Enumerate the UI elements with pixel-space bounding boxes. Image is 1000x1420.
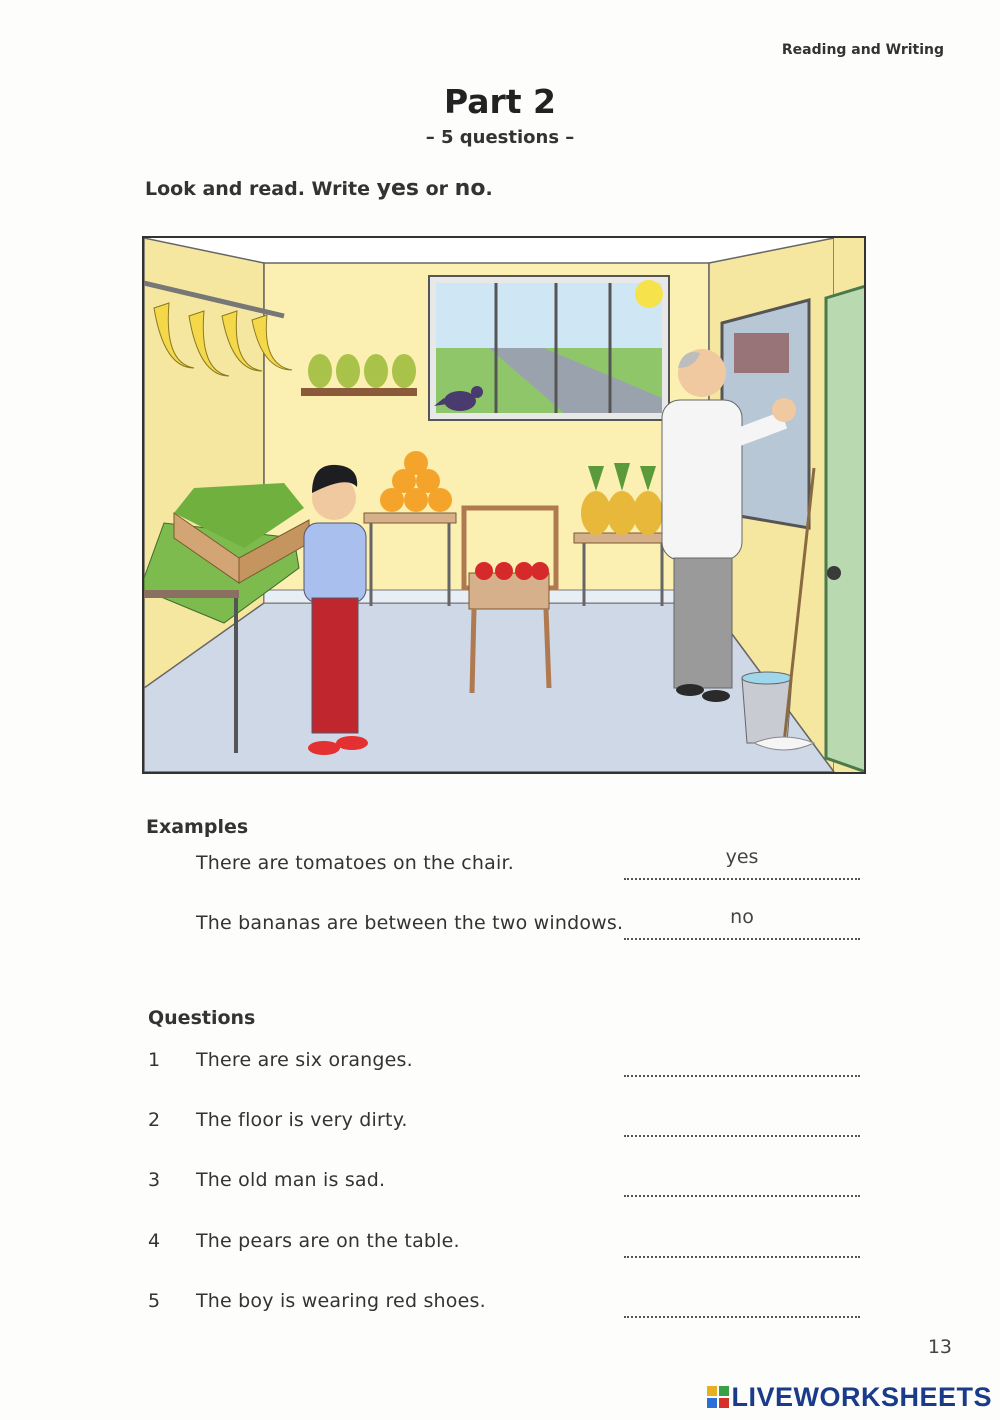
door — [826, 286, 864, 772]
question-row — [148, 1169, 860, 1209]
answer-field[interactable] — [624, 1075, 860, 1077]
instruction-or: or — [419, 178, 455, 200]
question-text: There are six oranges. — [196, 1049, 413, 1071]
questions-heading: Questions — [148, 1007, 256, 1029]
page-number: 13 — [927, 1336, 952, 1358]
question-number: 5 — [148, 1290, 161, 1312]
answer-field[interactable] — [624, 1316, 860, 1318]
question-text: The floor is very dirty. — [196, 1109, 408, 1131]
answer-field[interactable] — [624, 1135, 860, 1137]
question-number: 1 — [148, 1049, 161, 1071]
question-text: The boy is wearing red shoes. — [196, 1290, 486, 1312]
section-label: Reading and Writing — [781, 42, 944, 58]
page-subtitle: – 5 questions – — [425, 127, 575, 148]
shop-illustration — [142, 236, 866, 774]
question-text: The pears are on the table. — [196, 1230, 460, 1252]
example-text: The bananas are between the two windows. — [196, 912, 624, 934]
instruction — [145, 176, 493, 201]
question-row — [148, 1230, 860, 1270]
example-answer: no — [730, 906, 754, 928]
example-answer: yes — [725, 846, 759, 868]
keyword-yes: yes — [376, 176, 419, 201]
logo-icon — [707, 1386, 729, 1408]
liveworksheets-logo[interactable] — [707, 1382, 992, 1412]
question-row — [148, 1109, 860, 1149]
question-text: The old man is sad. — [196, 1169, 386, 1191]
page-title: Part 2 — [443, 82, 557, 121]
keyword-no: no — [454, 176, 486, 201]
instruction-text: Look and read. Write — [145, 178, 377, 200]
examples-heading: Examples — [146, 816, 249, 838]
example-row — [148, 846, 860, 892]
answer-line — [624, 878, 860, 880]
question-number: 4 — [148, 1230, 161, 1252]
instruction-end: . — [485, 178, 493, 200]
question-row — [148, 1049, 860, 1089]
example-row — [148, 906, 860, 952]
question-number: 2 — [148, 1109, 161, 1131]
example-text: There are tomatoes on the chair. — [196, 852, 514, 874]
question-number: 3 — [148, 1169, 161, 1191]
brand-name: LIVEWORKSHEETS — [731, 1381, 992, 1412]
answer-line — [624, 938, 860, 940]
answer-field[interactable] — [624, 1256, 860, 1258]
answer-field[interactable] — [624, 1195, 860, 1197]
question-row — [148, 1290, 860, 1330]
